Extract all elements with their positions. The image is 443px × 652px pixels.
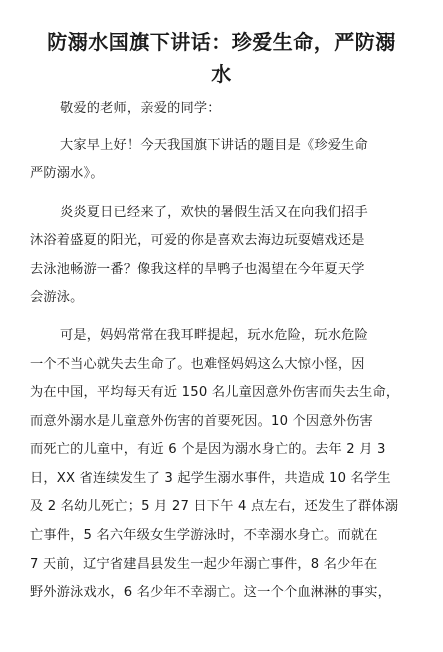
paragraph-2-line-2: 沐浴着盛夏的阳光，可爱的你是喜欢去海边玩耍嬉戏还是 — [30, 233, 365, 248]
paragraph-1-line-1: 大家早上好！今天我国旗下讲话的题目是《珍爱生命 — [60, 138, 368, 153]
paragraph-3-line-8: 亡事件，5 名六年级女生学游泳时，不幸溺水身亡。而就在 — [30, 528, 378, 543]
greeting: 敬爱的老师，亲爱的同学： — [60, 101, 221, 116]
paragraph-3-line-7: 及 2 名幼儿死亡；5 月 27 日下午 4 点左右，还发生了群体溺 — [30, 499, 399, 514]
document-title — [20, 26, 423, 90]
paragraph-3-line-3: 为在中国，平均每天有近 150 名儿童因意外伤害而失去生命， — [30, 385, 400, 400]
paragraph-3-line-9: 7 天前，辽宁省建昌县发生一起少年溺亡事件，8 名少年在 — [30, 557, 378, 572]
paragraph-3-line-5: 而死亡的儿童中，有近 6 个是因为溺水身亡的。去年 2 月 3 — [30, 442, 386, 457]
paragraph-2-line-1: 炎炎夏日已经来了，欢快的暑假生活又在向我们招手 — [60, 205, 368, 220]
paragraph-3-line-4: 而意外溺水是儿童意外伤害的首要死因。10 个因意外伤害 — [30, 414, 373, 429]
paragraph-3-line-6: 日，XX 省连续发生了 3 起学生溺水事件，共造成 10 名学生 — [30, 471, 391, 486]
title-line-2: 水 — [211, 62, 232, 86]
paragraph-3-line-2: 一个不当心就失去生命了。也难怪妈妈这么大惊小怪，因 — [30, 357, 365, 372]
paragraph-2-line-3: 去泳池畅游一番？像我这样的旱鸭子也渴望在今年夏天学 — [30, 262, 365, 277]
paragraph-3-line-10: 野外游泳戏水，6 名少年不幸溺亡。这一个个血淋淋的事实， — [30, 585, 392, 600]
paragraph-3-line-1: 可是，妈妈常常在我耳畔提起，玩水危险，玩水危险 — [60, 328, 368, 343]
paragraph-1-line-2: 严防溺水》。 — [30, 166, 104, 181]
paragraph-2-line-4: 会游泳。 — [30, 290, 84, 305]
title-line-1: 防溺水国旗下讲话：珍爱生命，严防溺 — [47, 30, 396, 54]
